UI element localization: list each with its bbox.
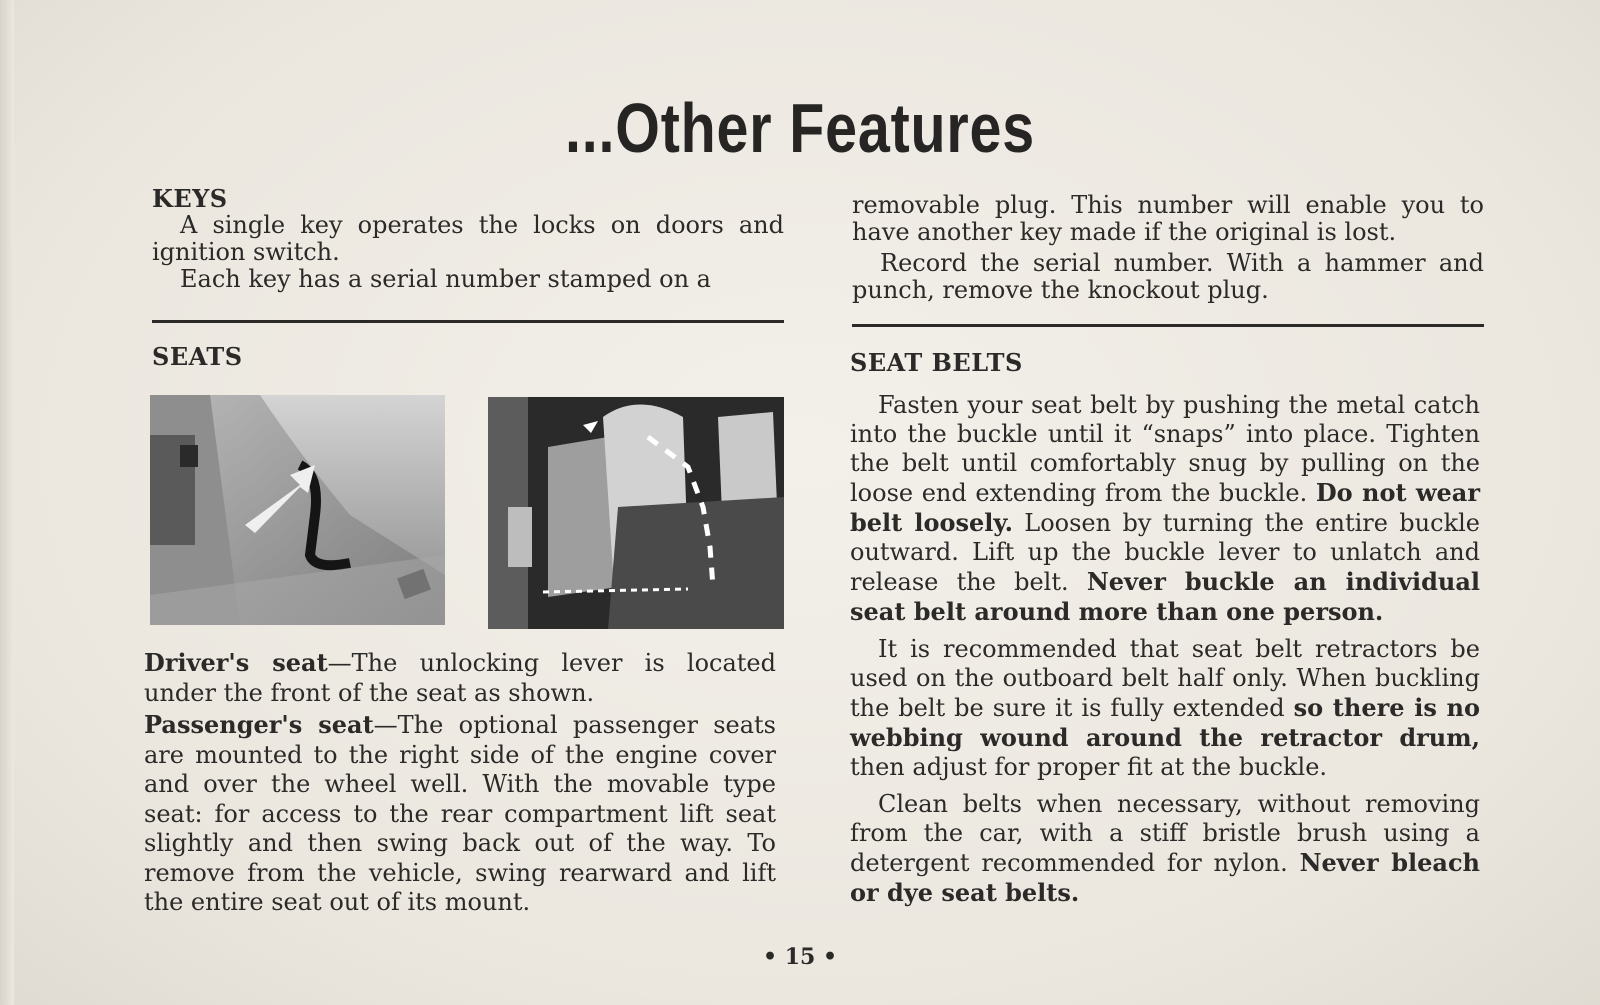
passenger-seat-illustration xyxy=(488,397,784,629)
divider-left xyxy=(152,320,784,323)
seats-text xyxy=(144,648,776,918)
seat-belts-p3-text: Clean belts when necessary, without removing from the car, with a stiff bristle brush using a detergent recommended for nylon. xyxy=(850,790,1480,877)
passenger-seat-photo xyxy=(488,397,784,629)
seat-belts-p2-text-a: It is recommended that seat belt retractors be used on the outboard belt half only. When buckling the belt be sure it is fully extended xyxy=(850,635,1480,722)
seat-belts-section xyxy=(850,348,1480,916)
drivers-seat-photo xyxy=(150,395,445,625)
passenger-seat-text: —The optional passenger seats are mounted to the right side of the engine cover and over the wheel well. With the movable type seat: for access to the rear compartment lift seat slightly and then swing back out of the way. To remove from the vehicle, swing rearward and lift the entire seat out of its mount. xyxy=(144,711,776,916)
keys-section-left xyxy=(152,185,784,293)
seat-belts-heading: SEAT BELTS xyxy=(850,348,1023,377)
seat-belts-p1-bold-b: Never buckle an individual seat belt around more than one person. xyxy=(850,567,1481,626)
seats-heading-block xyxy=(152,343,784,370)
drivers-seat-text: —The unlocking lever is located under the front of the seat as shown. xyxy=(144,649,776,707)
keys-paragraph-3: removable plug. This number will enable you to have another key made if the original is lost. xyxy=(852,191,1484,246)
drivers-seat-illustration xyxy=(150,395,445,625)
seat-belts-p1-text-a: Fasten your seat belt by pushing the metal catch into the buckle until it “snaps” into place. Tighten the belt until comfortably snug by pulling on the loose end extending from the buckle. xyxy=(850,391,1480,507)
seat-belts-paragraph-1 xyxy=(850,391,1480,627)
passenger-seat-label: Passenger's seat xyxy=(144,710,374,739)
keys-paragraph-2: Each key has a serial number stamped on a xyxy=(180,265,711,293)
seats-heading: SEATS xyxy=(152,342,243,371)
seat-belts-p3-bold: Never bleach or dye seat belts. xyxy=(850,848,1480,907)
seat-belts-p1-bold-a: Do not wear belt loosely. xyxy=(850,478,1480,537)
page-title: ...Other Features xyxy=(564,89,1036,167)
keys-paragraph-4: Record the serial number. With a hammer and punch, remove the knockout plug. xyxy=(852,249,1484,304)
divider-right xyxy=(852,324,1484,327)
seat-belts-p2-bold: so there is no webbing wound around the retractor drum, xyxy=(850,693,1480,752)
seat-belts-p2-text-b: then adjust for proper fit at the buckle. xyxy=(850,753,1328,781)
seat-belts-paragraph-3 xyxy=(850,790,1480,908)
keys-section-right xyxy=(852,192,1484,304)
keys-paragraph-1: A single key operates the locks on doors and ignition switch. xyxy=(152,211,784,266)
seat-belts-paragraph-2 xyxy=(850,635,1480,782)
drivers-seat-paragraph xyxy=(144,648,776,708)
seat-belts-p1-text-b: Loosen by turning the entire buckle outward. Lift up the buckle lever to unlatch and release the belt. xyxy=(850,509,1480,596)
keys-heading: KEYS xyxy=(152,184,228,213)
drivers-seat-label: Driver's seat xyxy=(144,648,328,677)
page-number: • 15 • xyxy=(762,944,838,970)
passenger-seat-paragraph xyxy=(144,710,776,918)
